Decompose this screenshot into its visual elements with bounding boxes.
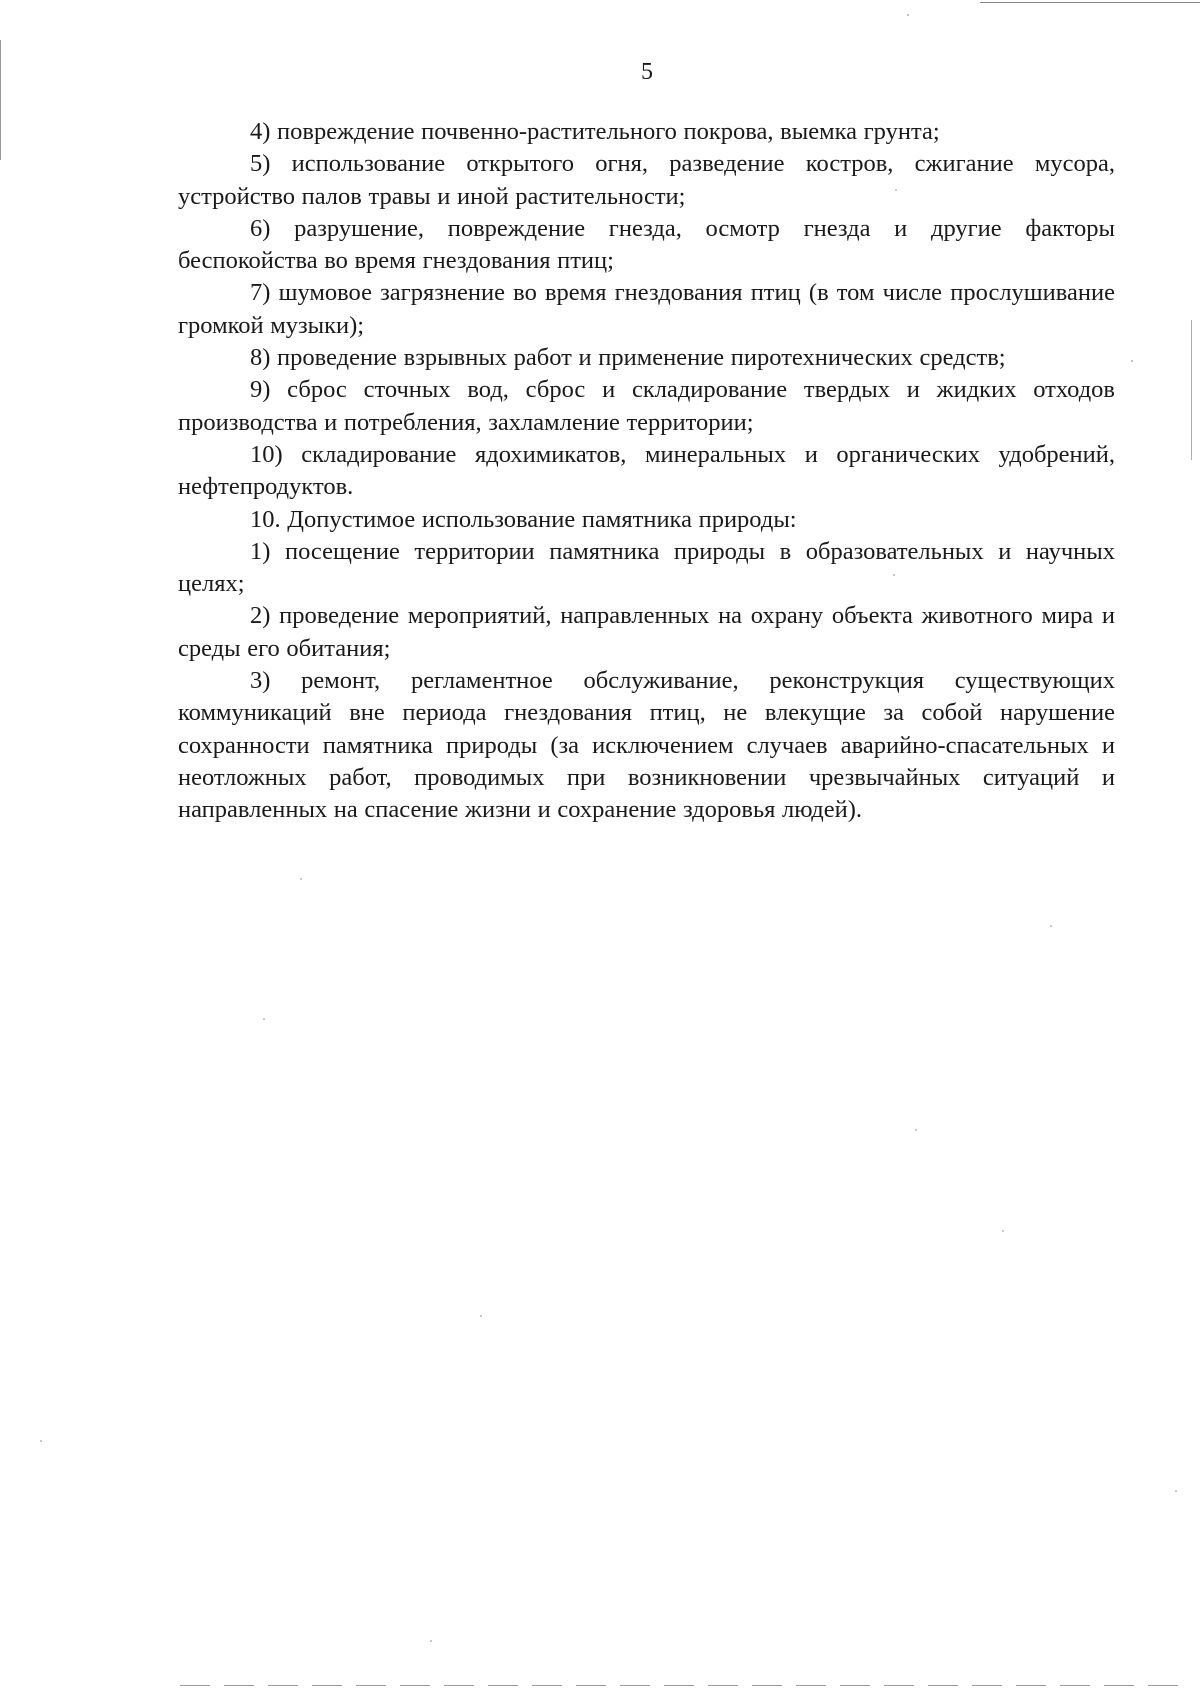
scan-speck [915,1129,917,1131]
scan-speck [263,1018,265,1020]
list-item-7: 7) шумовое загрязнение во время гнездования птиц (в том числе прослушивание громкой музыки); [178,279,1115,339]
document-body [178,116,1115,827]
scan-speck [300,878,302,880]
section-heading-10: 10. Допустимое использование памятника природы: [250,505,797,533]
scan-speck [40,1440,42,1442]
list-item-10: 10) складирование ядохимикатов, минеральных и органических удобрений, нефтепродуктов. [178,440,1115,501]
list-item-9: 9) сброс сточных вод, сброс и складирование твердых и жидких отходов производства и потребления, захламление территории; [178,376,1115,436]
scan-speck [430,1640,432,1642]
scan-speck [1002,1230,1004,1232]
list-item-8: 8) проведение взрывных работ и применение пиротехнических средств; [250,344,1006,372]
list-item-4: 4) повреждение почвенно-растительного покрова, выемка грунта; [250,118,940,145]
scan-speck [1175,1490,1177,1492]
scan-speck [893,574,895,576]
scan-edge-top [980,2,1200,3]
scan-speck [907,14,909,16]
page-number: 5 [641,59,653,85]
allowed-use-item-2: 2) проведение мероприятий, направленных на охрану объекта животного мира и среды его обитания; [178,602,1115,662]
scan-speck [1050,925,1052,927]
scan-edge-right [1191,320,1192,460]
list-item-6: 6) разрушение, повреждение гнезда, осмотр гнезда и другие факторы беспокойства во время гнездования птиц; [178,214,1115,275]
list-item-5: 5) использование открытого огня, разведение костров, сжигание мусора, устройство палов травы и иной растительности; [178,150,1115,210]
scan-edge-bottom [180,1685,1180,1686]
scan-speck [1131,360,1133,362]
allowed-use-item-3: 3) ремонт, регламентное обслуживание, реконструкция существующих коммуникаций вне периода гнездования птиц, не влекущие за собой нарушение сохранности памятника природы (за исключением случаев аварийно-спасательных и неотложных работ, проводимых при возникновении чрезвычайных ситуаций и направленных на спасение жизни и сохранение здоровья людей). [178,667,1115,824]
scan-speck [480,1315,482,1317]
scan-speck [895,189,897,191]
allowed-use-item-1: 1) посещение территории памятника природы в образовательных и научных целях; [178,537,1115,598]
